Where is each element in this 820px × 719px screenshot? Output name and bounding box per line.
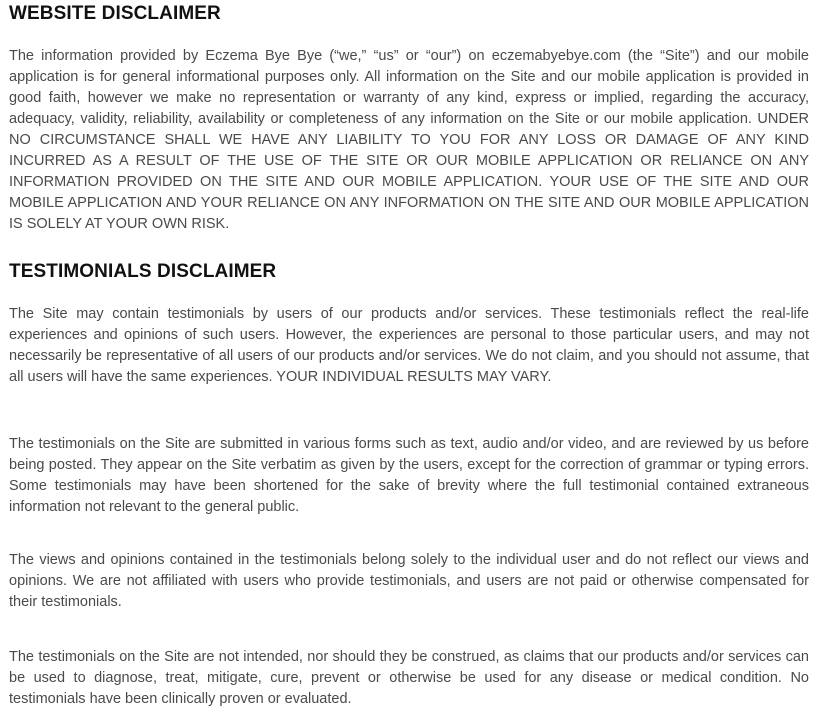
testimonials-disclaimer-heading: TESTIMONIALS DISCLAIMER: [9, 261, 277, 282]
website-disclaimer-body: The information provided by Eczema Bye Bye (“we,” “us” or “our”) on eczemabyebye.com (the “Site”) and our mobile application is for general informational purposes only. All information on the Site and our mobile application is provided in good faith, however we make no representation or warranty of any kind, express or implied, regarding the accuracy, adequacy, validity, reliability, availability or completeness of any information on the Site or our mobile application. UNDER NO CIRCUMSTANCE SHALL WE HAVE ANY LIABILITY TO YOU FOR ANY LOSS OR DAMAGE OF ANY KIND INCURRED AS A RESULT OF THE USE OF THE SITE OR OUR MOBILE APPLICATION OR RELIANCE ON ANY INFORMATION PROVIDED ON THE SITE AND OUR MOBILE APPLICATION. YOUR USE OF THE SITE AND OUR MOBILE APPLICATION AND YOUR RELIANCE ON ANY INFORMATION ON THE SITE AND OUR MOBILE APPLICATION IS SOLELY AT YOUR OWN RISK.: [9, 48, 809, 232]
testimonials-paragraph-submission: The testimonials on the Site are submitted in various forms such as text, audio and/or video, and are reviewed by us before being posted. They appear on the Site verbatim as given by the users, except for the correction of grammar or typing errors. Some testimonials may have been shortened for the sake of brevity where the full testimonial contained extraneous information not relevant to the general public.: [9, 436, 809, 515]
testimonials-paragraph-results: The Site may contain testimonials by users of our products and/or services. These testimonials reflect the real-life experiences and opinions of such users. However, the experiences are personal to those particular users, and may not necessarily be representative of all users of our products and/or services. We do not claim, and you should not assume, that all users will have the same experiences. YOUR INDIVIDUAL RESULTS MAY VARY.: [9, 306, 809, 385]
testimonials-paragraph-views: The views and opinions contained in the testimonials belong solely to the individual user and do not reflect our views and opinions. We are not affiliated with users who provide testimonials, and users are not paid or otherwise compensated for their testimonials.: [9, 552, 809, 610]
website-disclaimer-heading: WEBSITE DISCLAIMER: [9, 3, 221, 24]
testimonials-paragraph-medical: The testimonials on the Site are not intended, nor should they be construed, as claims that our products and/or services can be used to diagnose, treat, mitigate, cure, prevent or otherwise be used for any disease or medical condition. No testimonials have been clinically proven or evaluated.: [9, 649, 809, 707]
